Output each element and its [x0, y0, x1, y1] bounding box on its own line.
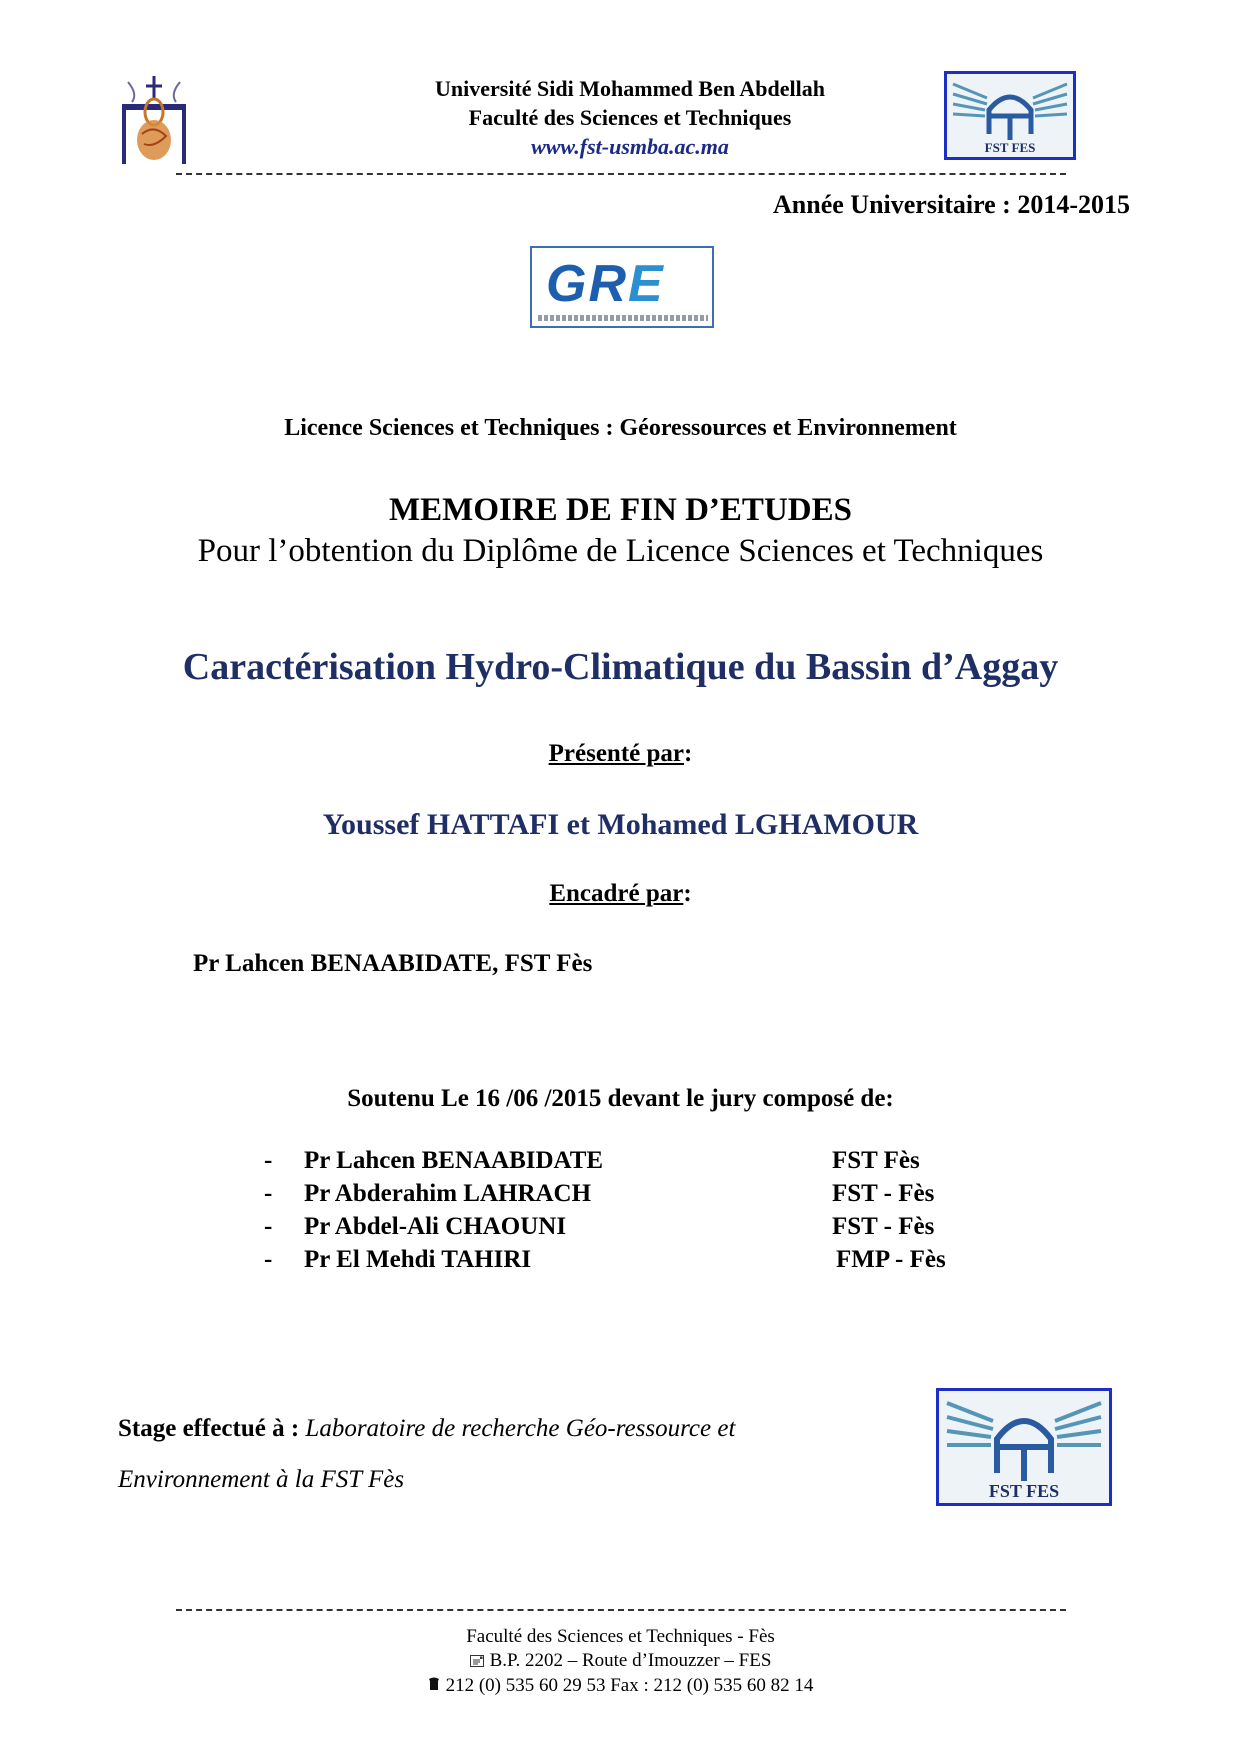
- footer-address: [0, 1625, 1241, 1698]
- svg-text:FST FES: FST FES: [984, 140, 1036, 155]
- internship-label: Stage effectué à :: [118, 1415, 306, 1442]
- academic-year: Année Universitaire : 2014-2015: [773, 190, 1130, 219]
- footer-divider: [176, 1609, 1066, 1611]
- mail-icon: [470, 1650, 484, 1674]
- header-divider: [176, 173, 1066, 175]
- jury-name: Pr El Mehdi TAHIRI: [304, 1246, 532, 1273]
- phone-icon: [428, 1674, 440, 1698]
- program-name: Licence Sciences et Techniques : Géoressources et Environnement: [284, 415, 957, 441]
- presented-by-label: [0, 740, 1241, 768]
- jury-institution: FST Fès: [832, 1147, 920, 1174]
- presented-by-text: Présenté par: [548, 740, 685, 767]
- bullet: -: [264, 1180, 273, 1207]
- bullet: -: [264, 1147, 273, 1174]
- jury-member: [264, 1246, 1024, 1280]
- internship-line-1: [118, 1415, 735, 1443]
- thesis-title: Caractérisation Hydro-Climatique du Bassin d’Aggay: [182, 646, 1059, 688]
- footer-postal: [0, 1649, 1241, 1674]
- postal-address: B.P. 2202 – Route d’Imouzzer – FES: [489, 1650, 772, 1671]
- internship-place: Laboratoire de recherche Géo-ressource et: [305, 1415, 736, 1442]
- university-crest-logo: [118, 74, 190, 166]
- colon: :: [683, 880, 692, 907]
- jury-name: Pr Lahcen BENAABIDATE: [304, 1147, 604, 1174]
- gre-logo-text: GRE: [546, 255, 665, 313]
- university-name: Université Sidi Mohammed Ben Abdellah: [435, 76, 825, 101]
- svg-text:FST FES: FST FES: [988, 1481, 1060, 1501]
- jury-member: [264, 1147, 1024, 1181]
- colon: :: [684, 740, 693, 767]
- jury-member: [264, 1180, 1024, 1214]
- authors: Youssef HATTAFI et Mohamed LGHAMOUR: [322, 808, 919, 841]
- gre-logo-subtitle: [538, 315, 708, 321]
- jury-name: Pr Abdel-Ali CHAOUNI: [304, 1213, 567, 1240]
- jury-institution: FST - Fès: [832, 1213, 935, 1240]
- supervised-by-label: [0, 880, 1241, 908]
- gre-lab-logo: [530, 246, 714, 328]
- bullet: -: [264, 1246, 273, 1273]
- jury-institution: FST - Fès: [832, 1180, 935, 1207]
- phone-fax: 212 (0) 535 60 29 53 Fax : 212 (0) 535 60 82 14: [445, 1674, 814, 1696]
- memoire-subheading: Pour l’obtention du Diplôme de Licence Sciences et Techniques: [197, 533, 1044, 569]
- supervised-by-text: Encadré par: [549, 880, 684, 907]
- jury-member: [264, 1213, 1024, 1247]
- fst-fes-logo-bottom: [936, 1388, 1112, 1506]
- faculty-name: Faculté des Sciences et Techniques: [468, 105, 792, 130]
- internship-line-2: Environnement à la FST Fès: [118, 1466, 405, 1493]
- fst-fes-logo-top: [944, 71, 1076, 160]
- footer-phone: [0, 1674, 1241, 1699]
- supervisor: Pr Lahcen BENAABIDATE, FST Fès: [193, 950, 593, 977]
- bullet: -: [264, 1213, 273, 1240]
- memoire-heading: MEMOIRE DE FIN D’ETUDES: [389, 492, 852, 528]
- jury-institution: FMP - Fès: [836, 1246, 946, 1273]
- website-link[interactable]: www.fst-usmba.ac.ma: [531, 134, 729, 159]
- institution-header: [330, 74, 930, 161]
- footer-faculty: Faculté des Sciences et Techniques - Fès: [466, 1626, 775, 1647]
- defense-statement: Soutenu Le 16 /06 /2015 devant le jury composé de:: [347, 1085, 894, 1112]
- jury-name: Pr Abderahim LAHRACH: [304, 1180, 592, 1207]
